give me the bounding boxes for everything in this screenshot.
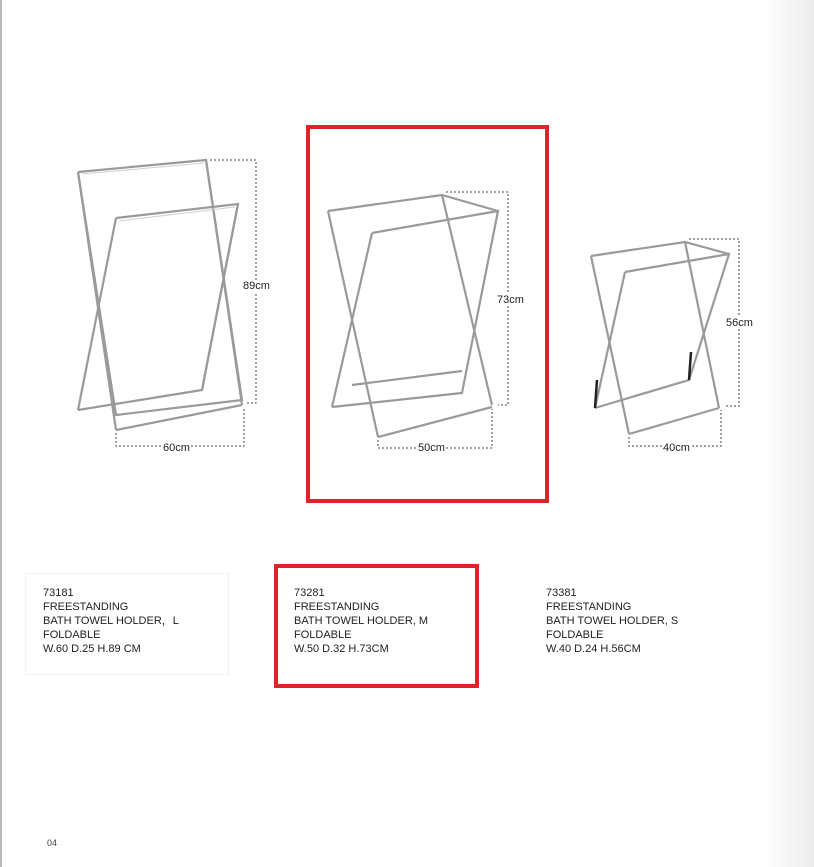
height-dimension-label: 56cm <box>726 317 753 329</box>
product-feature: FOLDABLE <box>546 629 604 641</box>
width-dimension-label: 60cm <box>163 442 190 454</box>
width-dimension-label: 40cm <box>663 442 690 454</box>
width-dimension-label: 50cm <box>418 442 445 454</box>
product-dimensions: W.50 D.32 H.73CM <box>294 643 389 655</box>
height-dimension-label: 89cm <box>243 280 270 292</box>
product-dimensions: W.60 D.25 H.89 CM <box>43 643 141 655</box>
product-type: FREESTANDING <box>546 601 632 613</box>
product-type: FREESTANDING <box>294 601 380 613</box>
product-feature: FOLDABLE <box>43 629 101 641</box>
towel-holder-s-drawing <box>585 232 765 452</box>
highlight-box-product-m-image <box>306 125 549 503</box>
page-number: 04 <box>47 838 58 848</box>
product-code: 73181 <box>43 587 74 599</box>
product-name: BATH TOWEL HOLDER，L <box>43 615 179 627</box>
product-caption-m <box>294 586 428 656</box>
product-caption-s <box>546 586 678 656</box>
page-edge <box>0 0 2 867</box>
product-caption-l <box>43 586 179 656</box>
product-feature: FOLDABLE <box>294 629 352 641</box>
page-gutter-shadow <box>764 0 814 867</box>
towel-holder-l-drawing <box>70 150 270 460</box>
product-name: BATH TOWEL HOLDER, S <box>546 615 679 627</box>
product-code: 73381 <box>546 587 577 599</box>
product-dimensions: W.40 D.24 H.56CM <box>546 643 641 655</box>
product-type: FREESTANDING <box>43 601 129 613</box>
height-dimension-label: 73cm <box>497 294 524 306</box>
product-code: 73281 <box>294 587 325 599</box>
product-name: BATH TOWEL HOLDER, M <box>294 615 429 627</box>
